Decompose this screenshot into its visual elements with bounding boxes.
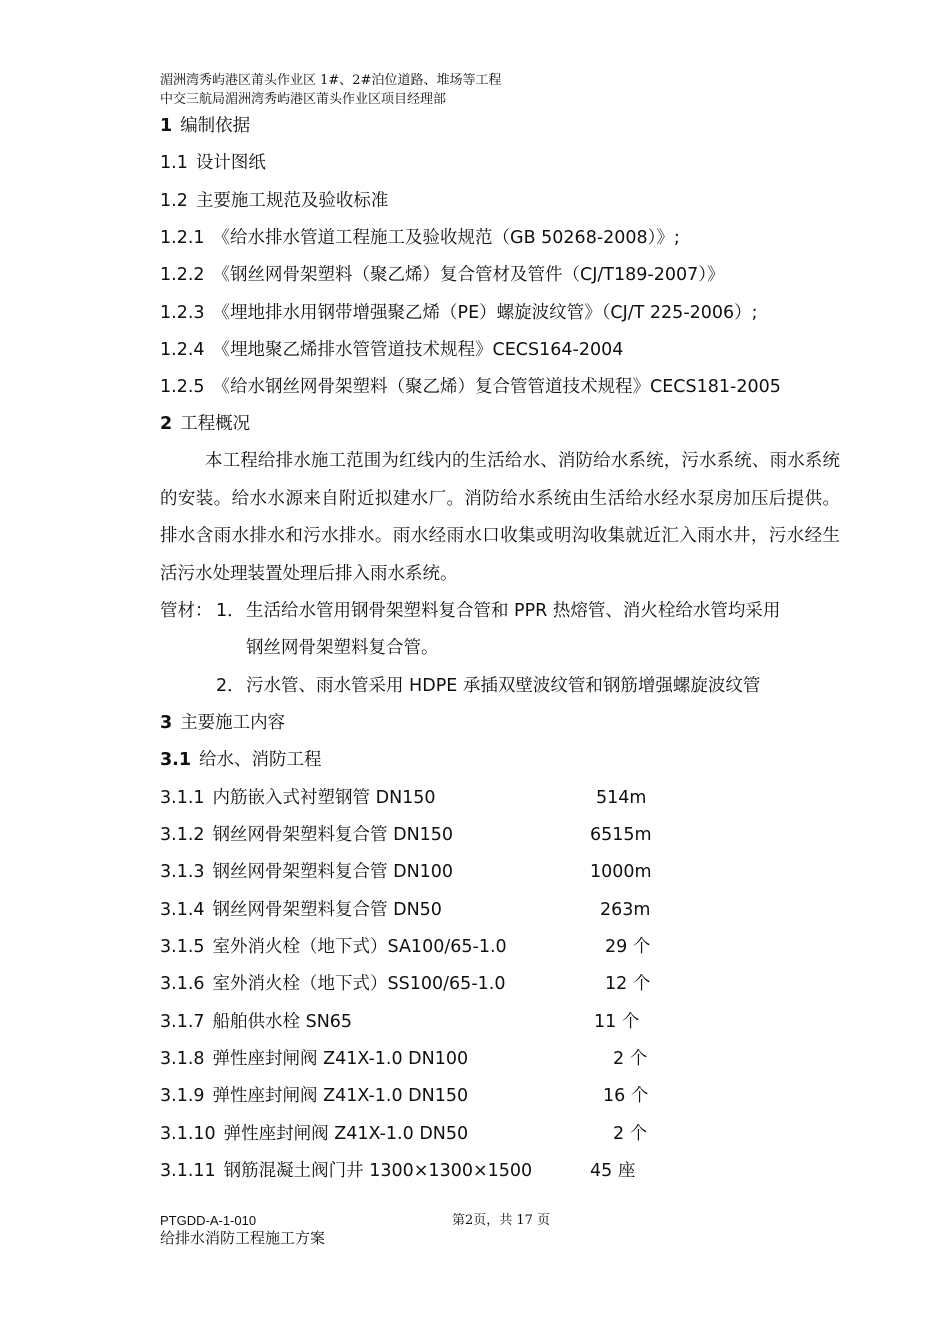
item-number: 3.1.10: [160, 1124, 216, 1144]
list-item: [160, 823, 453, 847]
materials-item-2-number: 2．: [216, 676, 245, 696]
item-quantity: 514m: [596, 788, 647, 808]
list-item: [160, 1084, 468, 1108]
item-name: 室外消火栓（地下式）SS100/65-1.0: [212, 974, 506, 994]
item-name: 室外消火栓（地下式）SA100/65-1.0: [212, 937, 507, 957]
reference-1-2-2: [160, 263, 725, 287]
list-item: [160, 1122, 468, 1146]
overview-paragraph: 本工程给排水施工范围为红线内的生活给水、消防给水系统，污水系统、雨水系统的安装。给水水源来自附近拟建水厂。消防给水系统由生活给水经水泵房加压后提供。排水含雨水排水和污水排水。雨水经雨水口收集或明沟收集就近汇入雨水井，污水经生活污水处理装置处理后排入雨水系统。: [160, 451, 840, 584]
section-3-1-heading: [160, 748, 322, 772]
header-project-name: 湄洲湾秀屿港区莆头作业区 1#、2#泊位道路、堆场等工程: [160, 73, 502, 88]
item-name: 弹性座封闸阀 Z41X-1.0 DN100: [212, 1049, 469, 1069]
item-number: 3.1.1: [160, 788, 205, 808]
materials-item-2-text: 污水管、雨水管采用 HDPE 承插双壁波纹管和钢筋增强螺旋波纹管: [246, 676, 761, 696]
item-quantity: 2 个: [613, 1124, 648, 1144]
section-number: 3.1: [160, 750, 192, 770]
materials-item-1-number: 1．: [216, 601, 245, 621]
item-name: 弹性座封闸阀 Z41X-1.0 DN50: [223, 1124, 469, 1144]
section-title: 主要施工规范及验收标准: [195, 191, 389, 211]
footer-page-number: 第2页，共 17 页: [452, 1213, 551, 1228]
section-number: 1.2.2: [160, 265, 205, 285]
item-quantity: 29 个: [605, 937, 651, 957]
section-1-1-heading: [160, 151, 266, 175]
section-number: 3: [160, 713, 173, 733]
list-item: [160, 1159, 532, 1183]
item-number: 3.1.11: [160, 1161, 216, 1181]
reference-1-2-5: [160, 375, 781, 399]
section-number: 1.1: [160, 153, 188, 173]
footer-document-code: PTGDD-A-1-010: [160, 1213, 257, 1228]
section-1-heading: [160, 114, 250, 138]
materials-label: 管材：: [160, 601, 213, 621]
section-1-2-heading: [160, 189, 388, 213]
item-number: 3.1.9: [160, 1086, 205, 1106]
materials-item-1-continuation: 钢丝网骨架塑料复合管。: [246, 638, 439, 658]
reference-title: 《埋地排水用钢带增强聚乙烯（PE）螺旋波纹管》（CJ/T 225-2006）;: [212, 303, 758, 323]
item-quantity: 1000m: [590, 862, 652, 882]
item-number: 3.1.7: [160, 1012, 205, 1032]
reference-1-2-4: [160, 338, 623, 362]
item-number: 3.1.5: [160, 937, 205, 957]
list-item: [160, 972, 505, 996]
reference-1-2-3: [160, 301, 758, 325]
section-title: 设计图纸: [195, 153, 266, 173]
section-number: 1.2.1: [160, 228, 205, 248]
materials-item-1-text: 生活给水管用钢骨架塑料复合管和 PPR 热熔管、消火栓给水管均采用: [246, 601, 781, 621]
reference-title: 《给水排水管道工程施工及验收规范（GB 50268-2008）》;: [212, 228, 680, 248]
item-name: 钢筋混凝土阀门井 1300×1300×1500: [223, 1161, 533, 1181]
item-quantity: 16 个: [603, 1086, 649, 1106]
section-3-heading: [160, 711, 285, 735]
item-name: 弹性座封闸阀 Z41X-1.0 DN150: [212, 1086, 469, 1106]
section-2-heading: [160, 412, 250, 436]
section-number: 1.2.4: [160, 340, 205, 360]
list-item: [160, 1047, 468, 1071]
list-item: [160, 860, 453, 884]
list-item: [160, 786, 436, 810]
section-number: 1.2.3: [160, 303, 205, 323]
section-number: 1.2: [160, 191, 188, 211]
item-name: 钢丝网骨架塑料复合管 DN50: [212, 900, 442, 920]
item-number: 3.1.8: [160, 1049, 205, 1069]
item-quantity: 11 个: [594, 1012, 640, 1032]
section-title: 给水、消防工程: [199, 750, 322, 770]
reference-1-2-1: [160, 226, 680, 250]
item-quantity: 45 座: [590, 1161, 636, 1181]
section-title: 编制依据: [180, 116, 251, 136]
reference-title: 《钢丝网骨架塑料（聚乙烯）复合管材及管件（CJ/T189-2007）》: [212, 265, 725, 285]
reference-title: 《给水钢丝网骨架塑料（聚乙烯）复合管管道技术规程》CECS181-2005: [212, 377, 781, 397]
item-quantity: 263m: [600, 900, 651, 920]
item-number: 3.1.4: [160, 900, 205, 920]
header-department: 中交三航局湄洲湾秀屿港区莆头作业区项目经理部: [160, 92, 447, 107]
list-item: [160, 898, 442, 922]
section-title: 主要施工内容: [180, 713, 286, 733]
item-number: 3.1.6: [160, 974, 205, 994]
item-number: 3.1.2: [160, 825, 205, 845]
item-name: 船舶供水栓 SN65: [212, 1012, 353, 1032]
reference-title: 《埋地聚乙烯排水管管道技术规程》CECS164-2004: [212, 340, 624, 360]
section-title: 工程概况: [180, 414, 251, 434]
item-quantity: 12 个: [605, 974, 651, 994]
item-name: 钢丝网骨架塑料复合管 DN100: [212, 862, 454, 882]
footer-document-title: 给排水消防工程施工方案: [160, 1229, 326, 1247]
item-name: 内筋嵌入式衬塑钢管 DN150: [212, 788, 436, 808]
item-number: 3.1.3: [160, 862, 205, 882]
item-name: 钢丝网骨架塑料复合管 DN150: [212, 825, 454, 845]
section-number: 2: [160, 414, 173, 434]
section-number: 1: [160, 116, 173, 136]
item-quantity: 6515m: [590, 825, 652, 845]
list-item: [160, 1010, 352, 1034]
list-item: [160, 935, 507, 959]
section-number: 1.2.5: [160, 377, 205, 397]
item-quantity: 2 个: [613, 1049, 648, 1069]
